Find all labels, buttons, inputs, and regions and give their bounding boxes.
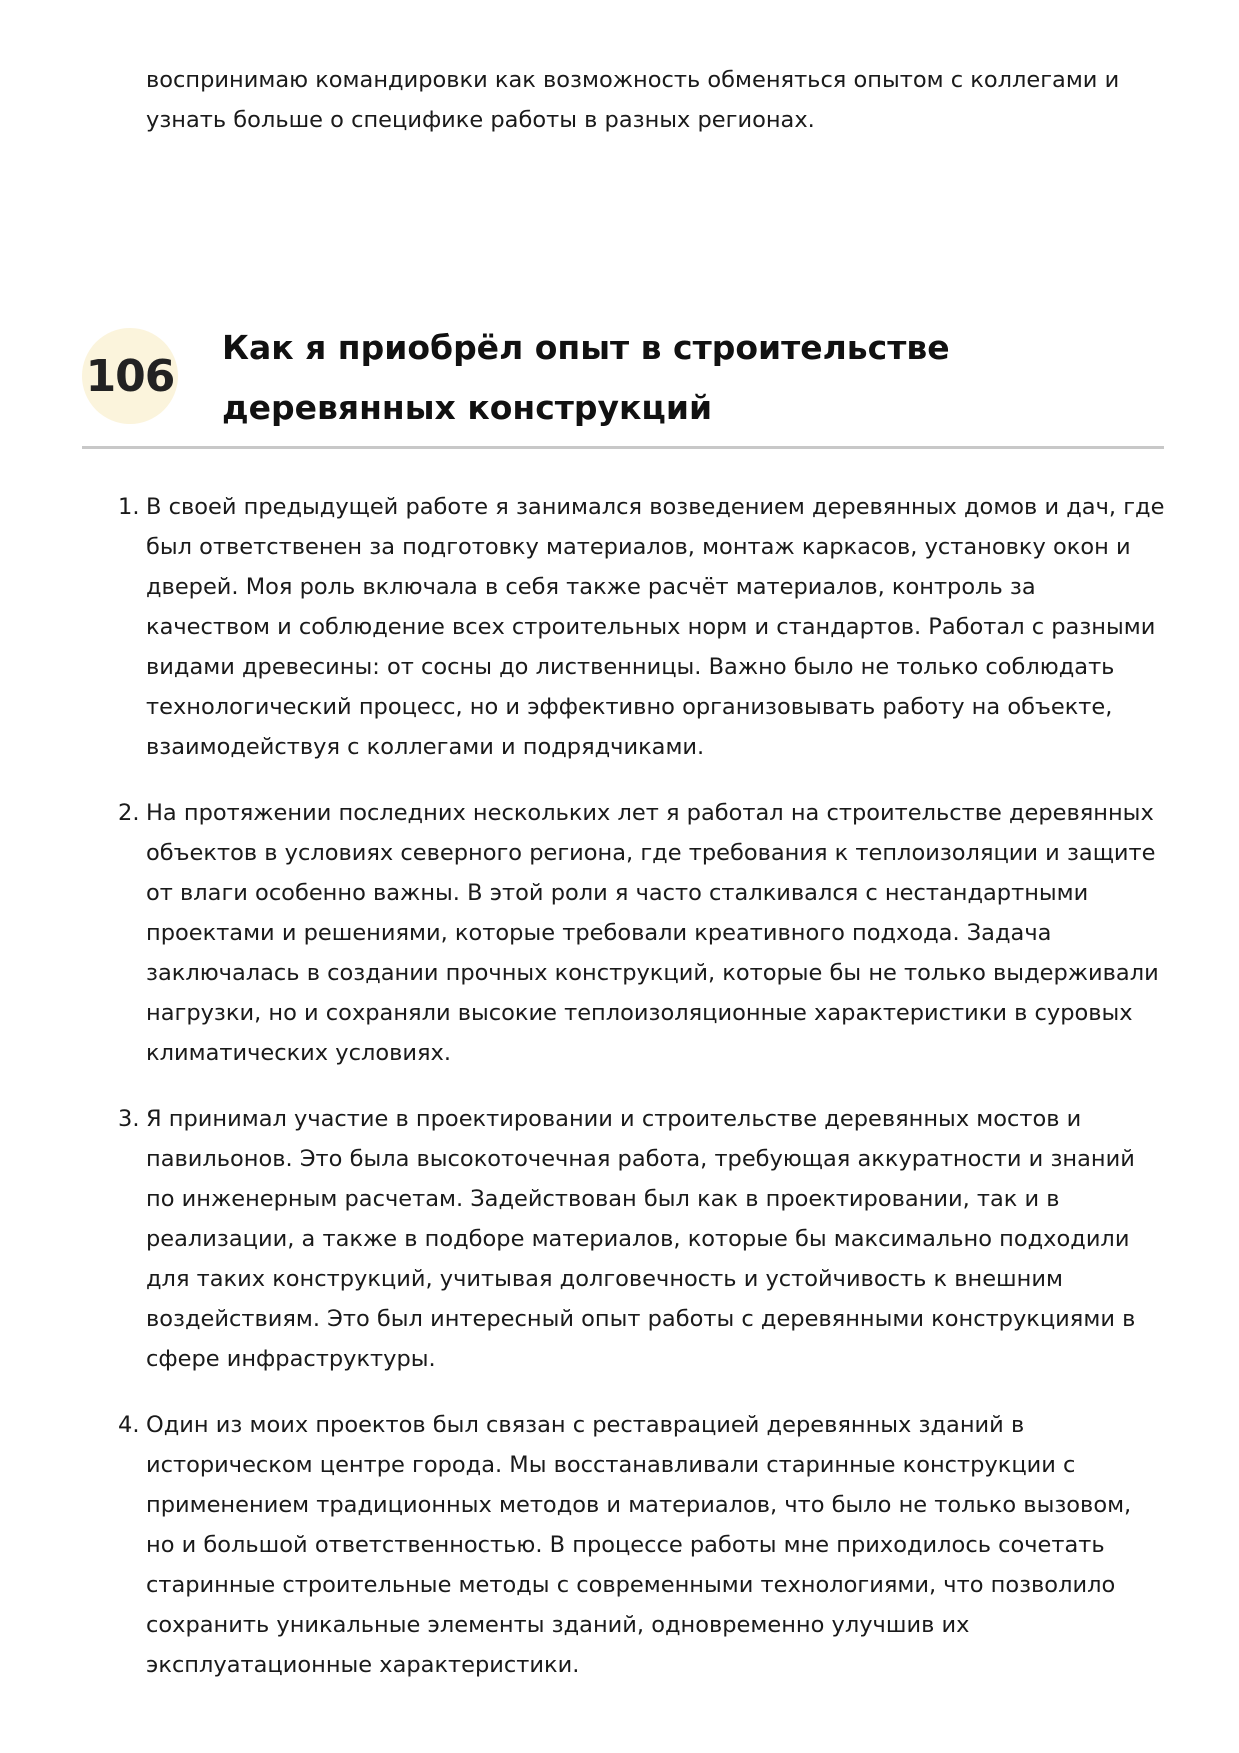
- list-item-number: 2.: [118, 800, 140, 826]
- experience-list: [118, 487, 1166, 1711]
- list-item: [118, 487, 1166, 767]
- list-item-text: На протяжении последних нескольких лет я работал на строительстве деревянных объектов в условиях северного региона, где требования к теплоизоляции и защите от влаги особенно важны. В этой роли я часто сталкивался с нестандартными проектами и решениями, которые требовали креативного подхода. Задача заключалась в создании прочных конструкций, которые бы не только выдерживали нагрузки, но и сохраняли высокие теплоизоляционные характеристики в суровых климатических условиях.: [146, 800, 1159, 1066]
- list-item: [118, 793, 1166, 1073]
- list-item-text: Я принимал участие в проектировании и строительстве деревянных мостов и павильонов. Это была высокоточечная работа, требующая аккуратности и знаний по инженерным расчетам. Задействован был как в проектировании, так и в реализации, а также в подборе материалов, которые бы максимально подходили для таких конструкций, учитывая долговечность и устойчивость к внешним воздействиям. Это был интересный опыт работы с деревянными конструкциями в сфере инфраструктуры.: [146, 1106, 1136, 1372]
- list-item: [118, 1099, 1166, 1379]
- header-divider: [82, 446, 1164, 449]
- section-title: Как я приобрёл опыт в строительстве деревянных конструкций: [222, 328, 950, 427]
- section-header: [82, 308, 1164, 448]
- list-item-text: Один из моих проектов был связан с реставрацией деревянных зданий в историческом центре города. Мы восстанавливали старинные конструкции с применением традиционных методов и материалов, что было не только вызовом, но и большой ответственностью. В процессе работы мне приходилось сочетать старинные строительные методы с современными технологиями, что позволило сохранить уникальные элементы зданий, одновременно улучшив их эксплуатационные характеристики.: [146, 1412, 1132, 1678]
- list-item-number: 4.: [118, 1412, 140, 1438]
- list-item-text: В своей предыдущей работе я занимался возведением деревянных домов и дач, где был ответственен за подготовку материалов, монтаж каркасов, установку окон и дверей. Моя роль включала в себя также расчёт материалов, контроль за качеством и соблюдение всех строительных норм и стандартов. Работал с разными видами древесины: от сосны до лиственницы. Важно было не только соблюдать технологический процесс, но и эффективно организовывать работу на объекте, взаимодействуя с коллегами и подрядчиками.: [146, 494, 1165, 760]
- section-number-badge: 106: [82, 328, 178, 424]
- list-item: [118, 1405, 1166, 1685]
- continued-paragraph: воспринимаю командировки как возможность обменяться опытом с коллегами и узнать больше о специфике работы в разных регионах.: [146, 67, 1120, 133]
- list-item-number: 1.: [118, 494, 140, 520]
- list-item-number: 3.: [118, 1106, 140, 1132]
